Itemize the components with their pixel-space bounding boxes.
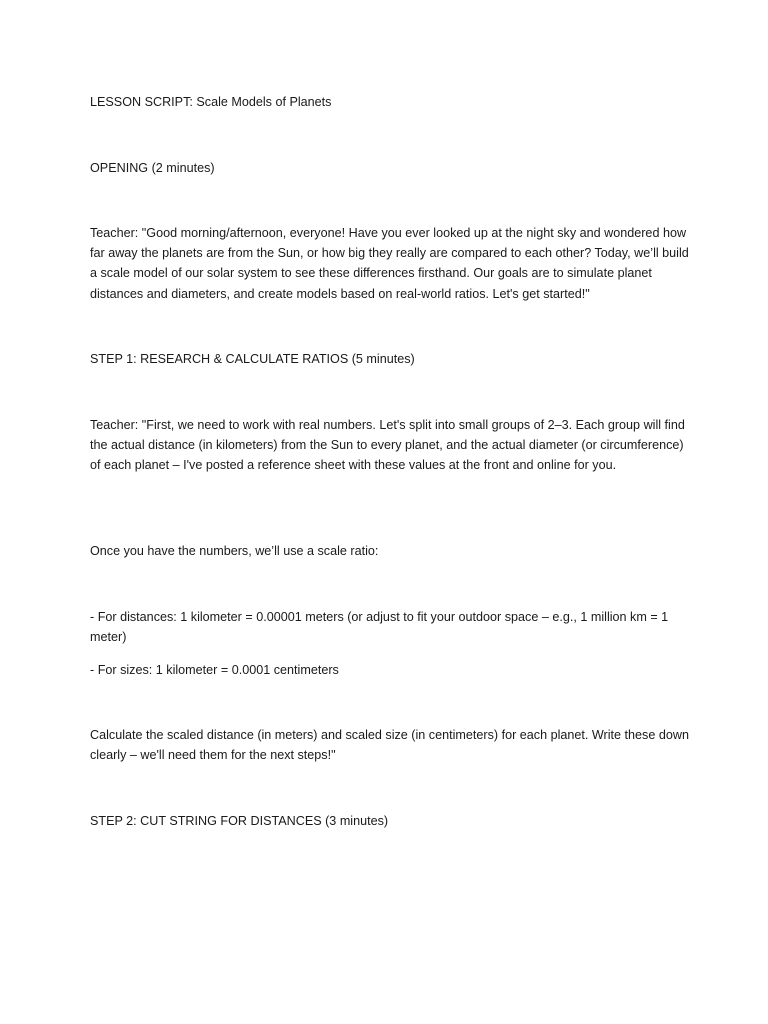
step1-heading: STEP 1: RESEARCH & CALCULATE RATIOS (5 minutes): [90, 352, 415, 366]
step2-heading: STEP 2: CUT STRING FOR DISTANCES (3 minutes): [90, 814, 389, 828]
step1-paragraph: Teacher: "First, we need to work with real numbers. Let's split into small groups of 2–3. Each group will find the actual distance (in kilometers) from the Sun to every planet, and the actual diameter (or circumference) of each planet – I've posted a reference sheet with these values at the front and online for you.: [90, 418, 685, 473]
opening-heading: OPENING (2 minutes): [90, 161, 215, 175]
calculation-paragraph: Calculate the scaled distance (in meters) and scaled size (in centimeters) for each planet. Write these down clearly – we'll need them for the next steps!": [90, 728, 689, 763]
document-title: LESSON SCRIPT: Scale Models of Planets: [90, 95, 332, 109]
scale-distances-item: - For distances: 1 kilometer = 0.00001 meters (or adjust to fit your outdoor space – e.g., 1 million km = 1 meter): [90, 610, 669, 645]
opening-paragraph: Teacher: "Good morning/afternoon, everyone! Have you ever looked up at the night sky and wondered how far away the planets are from the Sun, or how big they really are compared to each other? Today, we’ll build a scale model of our solar system to see these differences firsthand. Our goals are to simulate planet distances and diameters, and create models based on real-world ratios. Let's get started!": [90, 226, 689, 301]
scale-sizes-item: - For sizes: 1 kilometer = 0.0001 centimeters: [90, 663, 339, 677]
scale-intro: Once you have the numbers, we’ll use a scale ratio:: [90, 544, 379, 558]
